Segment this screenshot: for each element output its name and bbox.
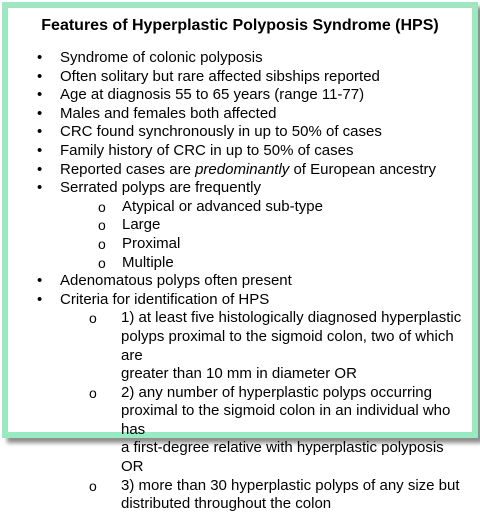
list-item: • Age at diagnosis 55 to 65 years (range 11-77) <box>32 86 462 105</box>
serrated-sublist <box>60 198 462 272</box>
features-list <box>32 49 462 514</box>
list-item: • Adenomatous polyps often present <box>32 272 462 291</box>
list-item: • Males and females both affected <box>32 105 462 124</box>
sub-list-item: o Proximal <box>85 235 462 254</box>
criteria-item: o 3) more than 30 hyperplastic polyps of any size but distributed throughout the colon <box>74 477 462 514</box>
emphasis-text: predominantly <box>195 160 290 178</box>
criteria-item: o 1) at least five histologically diagnosed hyperplastic polyps proximal to the sigmoid colon, two of which are greater than 10 mm in diameter OR <box>74 309 462 383</box>
criteria-item: o 2) any number of hyperplastic polyps occurring proximal to the sigmoid colon in an individual who has a first-degree relative with hyperplastic polyposis OR <box>74 384 462 477</box>
list-item-serrated: • Serrated polyps are frequently o Atypical or advanced sub-type o Large o Proximal o Multiple <box>32 179 462 272</box>
list-item-criteria: • Criteria for identification of HPS o 1) at least five histologically diagnosed hyperplastic polyps proximal to the sigmoid colon, two of which are greater than 10 mm in diameter OR o 2) any number of hyperplastic polyps occurring proximal to the sigmoid colon in an individual who has a first-degree relative with hyperplastic polyposis OR o 3) more than 30 hyperplastic polyps of any size but distributed throughout the colon <box>32 291 462 514</box>
criteria-sublist <box>60 309 462 514</box>
sub-list-item: o Multiple <box>85 254 462 273</box>
sub-list-item: o Large <box>85 216 462 235</box>
list-item: • Often solitary but rare affected sibships reported <box>32 68 462 87</box>
list-item: • CRC found synchronously in up to 50% of cases <box>32 123 462 142</box>
list-item: • Family history of CRC in up to 50% of cases <box>32 142 462 161</box>
list-item: • Reported cases are predominantly of European ancestry <box>32 161 462 180</box>
features-box <box>2 2 478 513</box>
sub-list-item: o Atypical or advanced sub-type <box>85 198 462 217</box>
list-item: • Syndrome of colonic polyposis <box>32 49 462 68</box>
box-title: Features of Hyperplastic Polyposis Syndrome (HPS) <box>41 17 439 34</box>
